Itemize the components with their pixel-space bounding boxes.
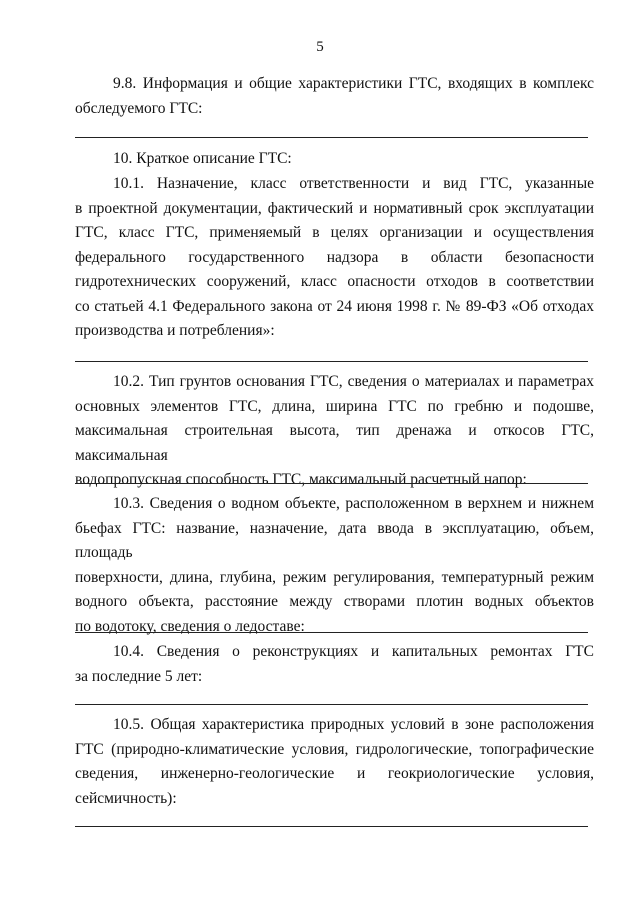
text-line: сведения, инженерно-геологические и геокриологические условия, [75, 765, 594, 782]
text-line: бьефах ГТС: название, назначение, дата ввода в эксплуатацию, объем, площадь [75, 519, 594, 561]
text-line: по водотоку, сведения о ледоставе: [75, 617, 305, 635]
paragraph-9-8 [75, 72, 594, 121]
text-line: максимальная строительная высота, тип дренажа и откосов ГТС, максимальная [75, 422, 594, 464]
text-line: 10.4. Сведения о реконструкциях и капитальных ремонтах ГТС [113, 643, 594, 660]
text-line: 10. Краткое описание ГТС: [113, 150, 292, 167]
paragraph-10 [75, 147, 594, 172]
paragraph-10-1 [75, 172, 594, 344]
text-line: федерального государственного надзора в области безопасности [75, 248, 594, 266]
text-line: 10.3. Сведения о водном объекте, расположенном в верхнем и нижнем [113, 495, 594, 512]
text-line: гидротехнических сооружений, класс опасности отходов в соответствии [75, 273, 594, 290]
text-line: поверхности, длина, глубина, режим регулирования, температурный режим [75, 568, 594, 586]
fill-in-line-10-3 [75, 632, 588, 633]
fill-in-line-9-8 [75, 137, 588, 138]
text-line: за последние 5 лет: [75, 667, 203, 685]
text-line: водопропускная способность ГТС, максимальный расчетный напор: [75, 471, 527, 488]
text-line: ГТС (природно-климатические условия, гидрологические, топографические [75, 740, 594, 758]
fill-in-line-10-2 [75, 483, 588, 484]
text-line: 10.2. Тип грунтов основания ГТС, сведения о материалах и параметрах [113, 373, 594, 390]
text-line: 10.5. Общая характеристика природных условий в зоне расположения [113, 716, 594, 733]
text-line: ГТС, класс ГТС, применяемый в целях организации и осуществления [75, 224, 594, 241]
text-line: сейсмичность): [75, 789, 177, 807]
page-number: 5 [316, 39, 324, 55]
text-line: 10.1. Назначение, класс ответственности и вид ГТС, указанные [113, 175, 594, 192]
paragraph-10-2 [75, 370, 594, 493]
fill-in-line-10-5 [75, 826, 588, 827]
paragraph-10-5 [75, 713, 594, 811]
fill-in-line-10-4 [75, 704, 588, 705]
text-line: производства и потребления»: [75, 322, 275, 339]
paragraph-10-4 [75, 640, 594, 689]
text-line: основных элементов ГТС, длина, ширина ГТС по гребню и подошве, [75, 397, 594, 415]
text-line: обследуемого ГТС: [75, 99, 203, 117]
text-line: в проектной документации, фактический и нормативный срок эксплуатации [75, 199, 594, 217]
fill-in-line-10-1 [75, 361, 588, 362]
text-line: со статьей 4.1 Федерального закона от 24 июня 1998 г. № 89-ФЗ «Об отходах [75, 297, 594, 315]
paragraph-10-3 [75, 492, 594, 639]
text-line: 9.8. Информация и общие характеристики ГТС, входящих в комплекс [113, 75, 594, 92]
text-line: водного объекта, расстояние между створами плотин водных объектов [75, 593, 594, 610]
